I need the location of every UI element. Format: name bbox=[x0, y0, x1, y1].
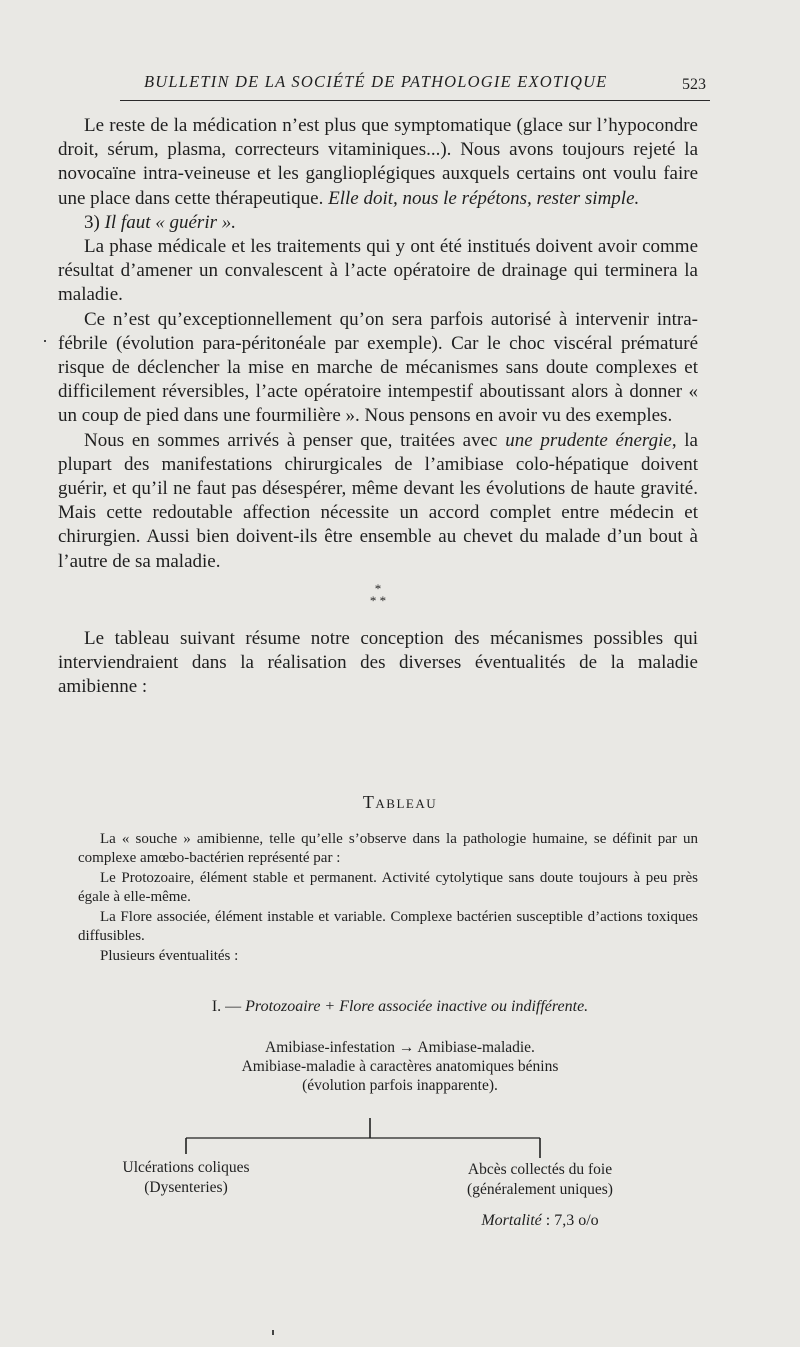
paragraph-conclusion bbox=[58, 429, 698, 574]
mortalite-line bbox=[440, 1212, 640, 1230]
print-speck bbox=[272, 1330, 274, 1335]
paragraph-medication bbox=[58, 114, 698, 211]
paragraph-exception: Ce n’est qu’exceptionnellement qu’on sera parfois autorisé à intervenir intra-fébrile (évolution para-péritonéale par exemple). Car le choc viscéral prématuré risque de déclencher la mise en marche de mécanismes sans doute complexes et difficilement réversibles, l’acte opératoire intempestif aboutissant alors à donner « un coup de pied dans une fourmilière ». Nous pensons en avoir vu des exemples. bbox=[58, 308, 698, 427]
paragraph-tableau-intro: Le tableau suivant résume notre conception des mécanismes possibles qui interviendraient dans la réalisation des diverses éventualités de la maladie amibienne : bbox=[58, 627, 698, 698]
paragraph-conclusion-a: Nous en sommes arrivés à penser que, traitées avec bbox=[84, 429, 506, 451]
section-number: 3) bbox=[84, 211, 105, 233]
section-separator bbox=[58, 580, 698, 608]
running-title: BULLETIN DE LA SOCIÉTÉ DE PATHOLOGIE EXOTIQUE bbox=[144, 72, 608, 91]
running-header bbox=[120, 70, 710, 101]
mortalite-label: Mortalité bbox=[481, 1212, 542, 1229]
eventualite-number: I. — bbox=[211, 998, 246, 1015]
section-heading: Il faut « guérir ». bbox=[104, 211, 236, 233]
protozoaire-definition: Le Protozoaire, élément stable et permanent. Activité cytolytique sans doute toujours à peu près égale à elle-même. bbox=[78, 870, 698, 905]
main-text bbox=[58, 114, 698, 699]
tableau-title-text: Tableau bbox=[362, 792, 438, 812]
paragraph-medication-emphasis: Elle doit, nous le répétons, rester simple. bbox=[328, 187, 640, 209]
mechanism-block bbox=[0, 1038, 800, 1095]
eventualites-label: Plusieurs éventualités : bbox=[100, 948, 239, 964]
mechanism-line-3: (évolution parfois inapparente). bbox=[302, 1077, 498, 1094]
tableau-description bbox=[78, 830, 698, 966]
eventualite-text: Protozoaire + Flore associée inactive ou indifférente. bbox=[245, 998, 589, 1015]
paragraph-guerir bbox=[58, 211, 698, 235]
uniques-label: (généralement uniques) bbox=[467, 1181, 613, 1198]
abces-label: Abcès collectés du foie bbox=[467, 1161, 613, 1178]
paragraph-conclusion-emphasis: une prudente énergie bbox=[505, 429, 672, 451]
souche-definition: La « souche » amibienne, telle qu’elle s’observe dans la pathologie humaine, se définit par un complexe amœbo-bactérien représenté par : bbox=[78, 831, 698, 866]
paragraph-medication-text: Le reste de la médication n’est plus que symptomatique (glace sur l’hypocondre droit, sérum, plasma, correcteurs vitaminiques...). Nous avons toujours rejeté la novocaïne intra-veineuse et les ganglioplégiques auxquels certains ont voulu faire une place dans cette thérapeutique. bbox=[58, 115, 698, 209]
paragraph-conclusion-b: , la plupart des manifestations chirurgicales de l’amibiase colo-hépatique doivent guérir, et qu’il ne faut pas désespérer, même devant les évolutions de haute gravité. Mais cette redoutable affection nécessite un accord complet entre médecin et chirurgien. Aussi bien doivent-ils être ensemble au chevet du malade d’un bout à l’autre de sa maladie. bbox=[58, 429, 698, 572]
dysenteries-label: (Dysenteries) bbox=[144, 1179, 228, 1196]
flore-definition: La Flore associée, élément instable et variable. Complexe bactérien susceptible d’actions toxiques diffusibles. bbox=[78, 909, 698, 944]
ulcerations-label: Ulcérations coliques bbox=[122, 1159, 250, 1176]
page-number: 523 bbox=[682, 76, 706, 93]
tableau-title bbox=[0, 792, 800, 813]
separator-star-bottom: * * bbox=[369, 592, 387, 608]
mechanism-line-2: Amibiase-maladie à caractères anatomiques bénins bbox=[241, 1058, 559, 1075]
eventualite-heading bbox=[0, 998, 800, 1016]
mechanism-line-1: Amibiase-infestation → Amibiase-maladie. bbox=[265, 1039, 535, 1056]
branch-left-label bbox=[96, 1158, 276, 1198]
print-speck bbox=[44, 340, 46, 342]
separator-star-top: * bbox=[374, 580, 382, 596]
branch-right-label bbox=[440, 1160, 640, 1200]
paragraph-phase-medicale: La phase médicale et les traitements qui y ont été institués doivent avoir comme résultat d’amener un convalescent à l’acte opératoire de drainage qui terminera la maladie. bbox=[58, 236, 698, 306]
mortalite-value: : 7,3 o/o bbox=[541, 1212, 599, 1229]
